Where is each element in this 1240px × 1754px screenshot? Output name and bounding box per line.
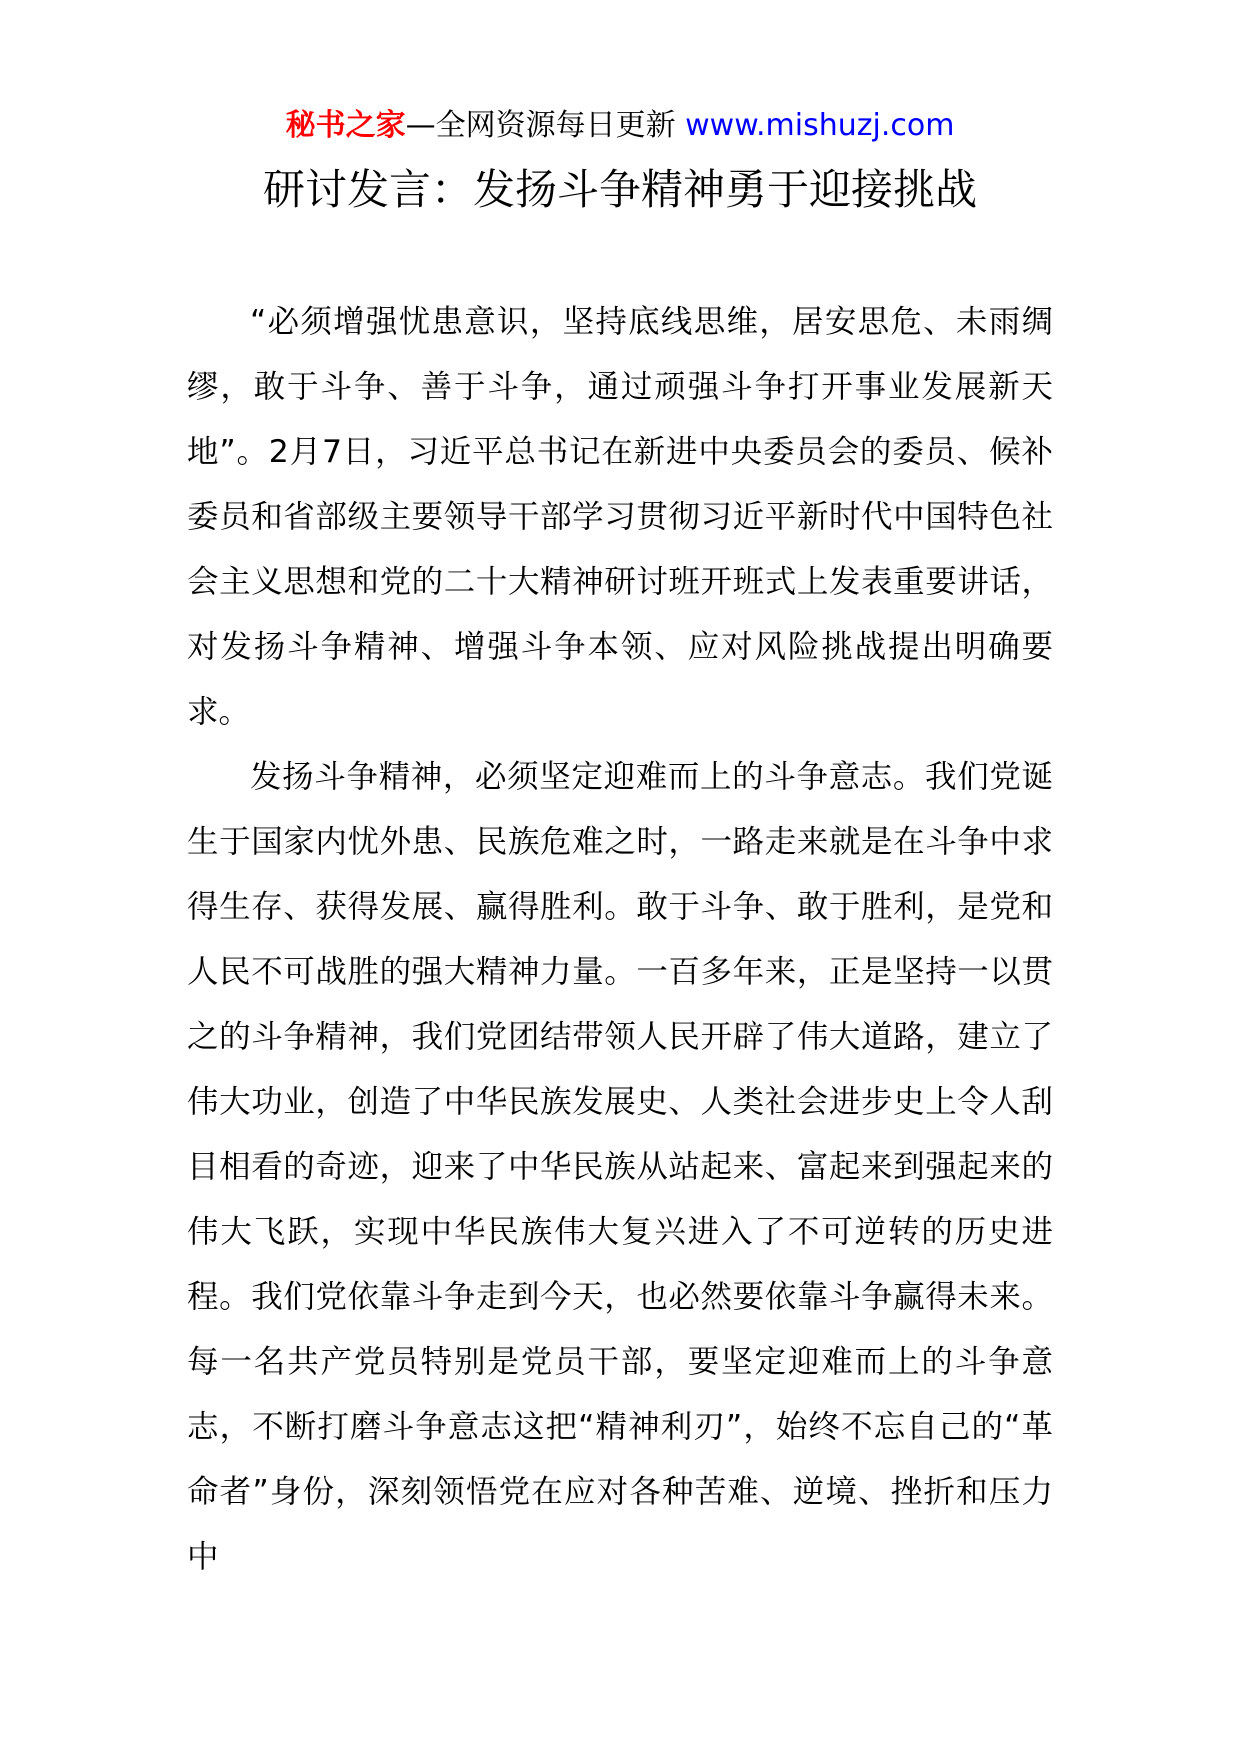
- paragraph-1: “必须增强忧患意识，坚持底线思维，居安思危、未雨绸缪，敢于斗争、善于斗争，通过顽强斗争打开事业发展新天地”。2月7日，习近平总书记在新进中央委员会的委员、候补委员和省部级主要领导干部学习贯彻习近平新时代中国特色社会主义思想和党的二十大精神研讨班开班式上发表重要讲话，对发扬斗争精神、增强斗争本领、应对风险挑战提出明确要求。: [187, 304, 1053, 730]
- site-tagline: —全网资源每日更新: [405, 108, 676, 143]
- site-brand-name: 秘书之家: [285, 108, 406, 143]
- site-url-link[interactable]: www.mishuzj.com: [685, 108, 955, 143]
- paragraph-2: 发扬斗争精神，必须坚定迎难而上的斗争意志。我们党诞生于国家内忧外患、民族危难之时，一路走来就是在斗争中求得生存、获得发展、赢得胜利。敢于斗争、敢于胜利，是党和人民不可战胜的强大精神力量。一百多年来，正是坚持一以贯之的斗争精神，我们党团结带领人民开辟了伟大道路，建立了伟大功业，创造了中华民族发展史、人类社会进步史上令人刮目相看的奇迹，迎来了中华民族从站起来、富起来到强起来的伟大飞跃，实现中华民族伟大复兴进入了不可逆转的历史进程。我们党依靠斗争走到今天，也必然要依靠斗争赢得未来。每一名共产党员特别是党员干部，要坚定迎难而上的斗争意志，不断打磨斗争意志这把“精神利刃”，始终不忘自己的“革命者”身份，深刻领悟党在应对各种苦难、逆境、挫折和压力中: [187, 759, 1053, 1575]
- document-title: 研讨发言：发扬斗争精神勇于迎接挑战: [262, 165, 977, 214]
- site-header-banner: [0, 106, 1240, 146]
- document-body: [187, 290, 1053, 1590]
